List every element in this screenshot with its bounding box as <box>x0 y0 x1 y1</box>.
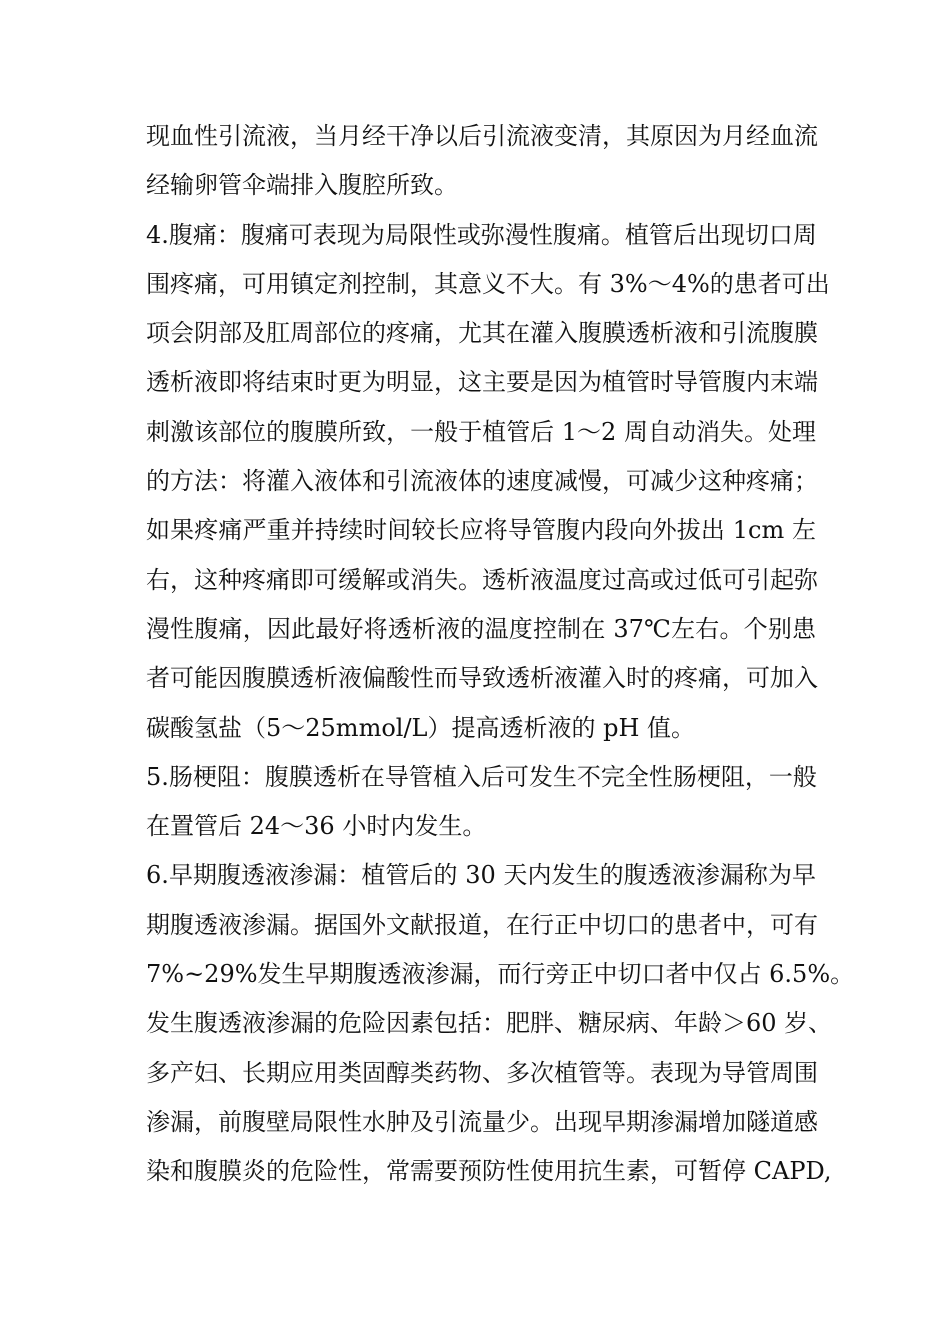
text-line: 4.腹痛：腹痛可表现为局限性或弥漫性腹痛。植管后出现切口周 <box>146 220 817 249</box>
text-line: 5.肠梗阻：腹膜透析在导管植入后可发生不完全性肠梗阻，一般 <box>146 762 817 791</box>
text-line: 染和腹膜炎的危险性，常需要预防性使用抗生素，可暂停 CAPD, <box>146 1157 832 1186</box>
text-line: 期腹透液渗漏。据国外文献报道，在行正中切口的患者中，可有 <box>146 910 818 939</box>
text-line: 漫性腹痛，因此最好将透析液的温度控制在 37℃左右。个别患 <box>146 614 816 643</box>
text-line: 碳酸氢盐（5～25mmol/L）提高透析液的 pH 值。 <box>146 713 696 742</box>
text-line: 如果疼痛严重并持续时间较长应将导管腹内段向外拔出 1cm 左 <box>146 516 816 545</box>
text-line: 渗漏，前腹壁局限性水肿及引流量少。出现早期渗漏增加隧道感 <box>146 1107 818 1136</box>
text-line: 的方法：将灌入液体和引流液体的速度减慢，可减少这种疼痛； <box>146 467 818 496</box>
text-line: 6.早期腹透液渗漏：植管后的 30 天内发生的腹透液渗漏称为早 <box>146 861 816 890</box>
text-line: 者可能因腹膜透析液偏酸性而导致透析液灌入时的疼痛，可加入 <box>146 664 818 693</box>
body-text <box>146 112 855 1197</box>
text-line: 现血性引流液，当月经干净以后引流液变清，其原因为月经血流 <box>146 122 818 150</box>
text-line: 右，这种疼痛即可缓解或消失。透析液温度过高或过低可引起弥 <box>146 565 818 594</box>
text-line: 刺激该部位的腹膜所致，一般于植管后 1～2 周自动消失。处理 <box>146 417 816 446</box>
text-line: 经输卵管伞端排入腹腔所致。 <box>146 171 458 200</box>
text-line: 围疼痛，可用镇定剂控制，其意义不大。有 3%～4%的患者可出 <box>146 269 830 298</box>
text-line: 7%~29%发生早期腹透液渗漏，而行旁正中切口者中仅占 6.5%。 <box>146 960 855 989</box>
text-line: 发生腹透液渗漏的危险因素包括：肥胖、糖尿病、年龄＞60 岁、 <box>146 1009 833 1038</box>
text-line: 透析液即将结束时更为明显，这主要是因为植管时导管腹内末端 <box>146 368 818 397</box>
text-line: 多产妇、长期应用类固醇类药物、多次植管等。表现为导管周围 <box>146 1058 818 1087</box>
text-line: 项会阴部及肛周部位的疼痛，尤其在灌入腹膜透析液和引流腹膜 <box>146 319 818 348</box>
text-line: 在置管后 24～36 小时内发生。 <box>146 812 487 841</box>
